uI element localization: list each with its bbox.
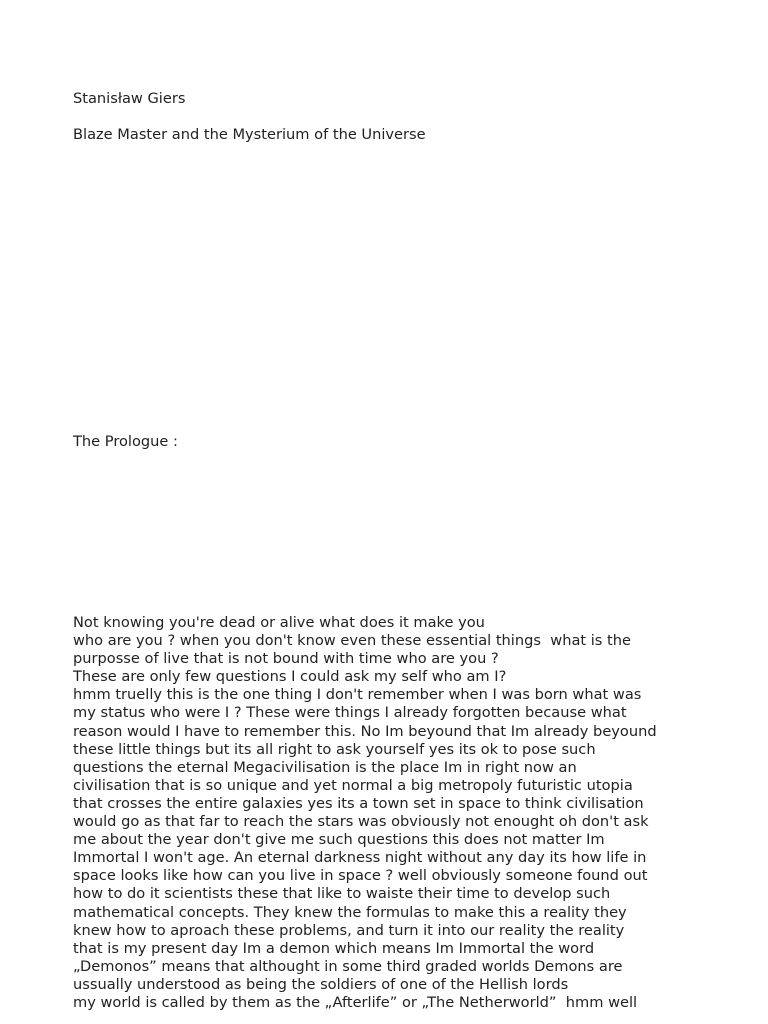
body-line: civilisation that is so unique and yet normal a big metropoly futuristic utopia bbox=[73, 776, 633, 794]
section-heading: The Prologue : bbox=[73, 433, 178, 450]
body-line: „Demonos” means that althought in some third graded worlds Demons are bbox=[73, 957, 623, 975]
body-line: that crosses the entire galaxies yes its a town set in space to think civilisation bbox=[73, 794, 644, 812]
body-line: me about the year don't give me such questions this does not matter Im bbox=[73, 831, 605, 849]
body-text bbox=[73, 614, 657, 1012]
body-line: would go as that far to reach the stars was obviously not enought oh don't ask bbox=[73, 813, 649, 831]
body-line: ussually understood as being the soldiers of one of the Hellish lords bbox=[73, 975, 569, 993]
body-line: knew how to aproach these problems, and turn it into our reality the reality bbox=[73, 921, 625, 939]
body-line: my world is called by them as the „Afterlife” or „The Netherworld” hmm well bbox=[73, 993, 638, 1011]
author-name: Stanisław Giers bbox=[73, 90, 186, 107]
body-line: mathematical concepts. They knew the formulas to make this a reality they bbox=[73, 903, 627, 921]
body-line: Not knowing you're dead or alive what does it make you bbox=[73, 614, 485, 631]
body-line: reason would I have to remember this. No Im beyound that Im already beyound bbox=[73, 722, 657, 740]
body-line: hmm truelly this is the one thing I don't remember when I was born what was bbox=[73, 686, 642, 704]
body-line: who are you ? when you don't know even these essential things what is the bbox=[73, 632, 631, 650]
body-line: space looks like how can you live in space ? well obviously someone found out bbox=[73, 867, 648, 885]
document-title: Blaze Master and the Mysterium of the Universe bbox=[73, 126, 426, 143]
body-line: that is my present day Im a demon which means Im Immortal the word bbox=[73, 939, 595, 957]
body-line: purposse of live that is not bound with time who are you ? bbox=[73, 650, 499, 668]
body-line: my status who were I ? These were things I already forgotten because what bbox=[73, 704, 627, 722]
body-line: These are only few questions I could ask my self who am I? bbox=[73, 668, 507, 686]
body-line: Immortal I won't age. An eternal darkness night without any day its how life in bbox=[73, 849, 647, 867]
body-line: these little things but its all right to ask yourself yes its ok to pose such bbox=[73, 740, 596, 758]
body-line: how to do it scientists these that like to waiste their time to develop such bbox=[73, 885, 611, 903]
body-line: questions the eternal Megacivilisation is the place Im in right now an bbox=[73, 758, 577, 776]
